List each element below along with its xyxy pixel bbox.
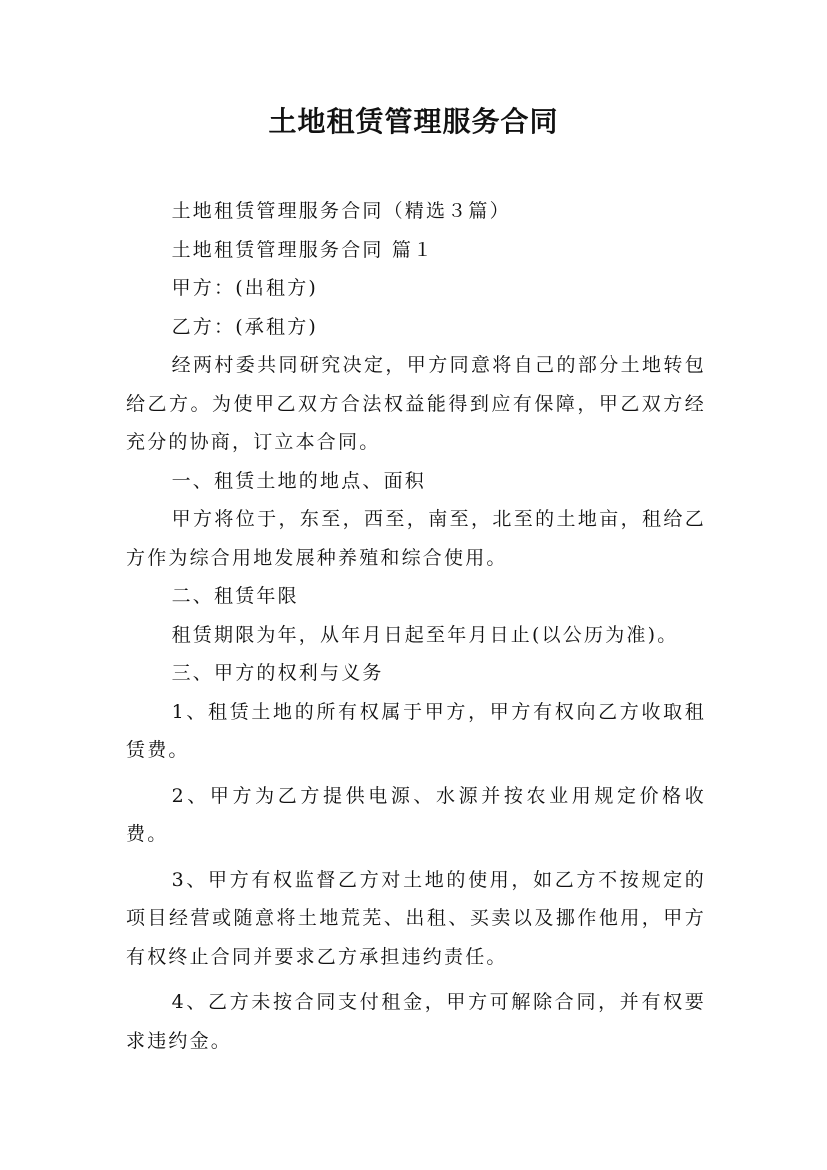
paragraph-list-item: 2、甲方为乙方提供电源、水源并按农业用规定价格收费。 <box>126 784 706 845</box>
document-body <box>126 192 706 1060</box>
paragraph-clause-body: 甲方将位于，东至，西至，南至，北至的土地亩，租给乙方作为综合用地发展种养殖和综合使用。 <box>126 508 706 569</box>
paragraph-list-item: 1、租赁土地的所有权属于甲方，甲方有权向乙方收取租赁费。 <box>126 700 706 761</box>
paragraph-party-a: 甲方：(出租方) <box>171 277 319 299</box>
paragraph-clause-heading: 一、租赁土地的地点、面积 <box>171 469 426 492</box>
paragraph-list-item: 3、甲方有权监督乙方对土地的使用，如乙方不按规定的项目经营或随意将土地荒芜、出租、买卖以及挪作他用，甲方有权终止合同并要求乙方承担违约责任。 <box>126 868 706 968</box>
paragraph-preamble: 经两村委共同研究决定，甲方同意将自己的部分土地转包给乙方。为使甲乙双方合法权益能得到应有保障，甲乙双方经充分的协商，订立本合同。 <box>126 354 706 453</box>
paragraph-list-item: 4、乙方未按合同支付租金，甲方可解除合同，并有权要求违约金。 <box>126 991 706 1052</box>
paragraph-party-b: 乙方：(承租方) <box>171 315 319 338</box>
paragraph-clause-heading: 二、租赁年限 <box>171 585 299 607</box>
paragraph-clause-heading: 三、甲方的权利与义务 <box>171 662 384 684</box>
document-title: 土地租赁管理服务合同 <box>268 105 559 138</box>
paragraph-subtitle: 土地租赁管理服务合同（精选３篇） <box>171 200 511 222</box>
paragraph-clause-body: 租赁期限为年，从年月日起至年月日止(以公历为准)。 <box>171 623 679 646</box>
paragraph-section-heading: 土地租赁管理服务合同 篇１ <box>171 238 435 261</box>
